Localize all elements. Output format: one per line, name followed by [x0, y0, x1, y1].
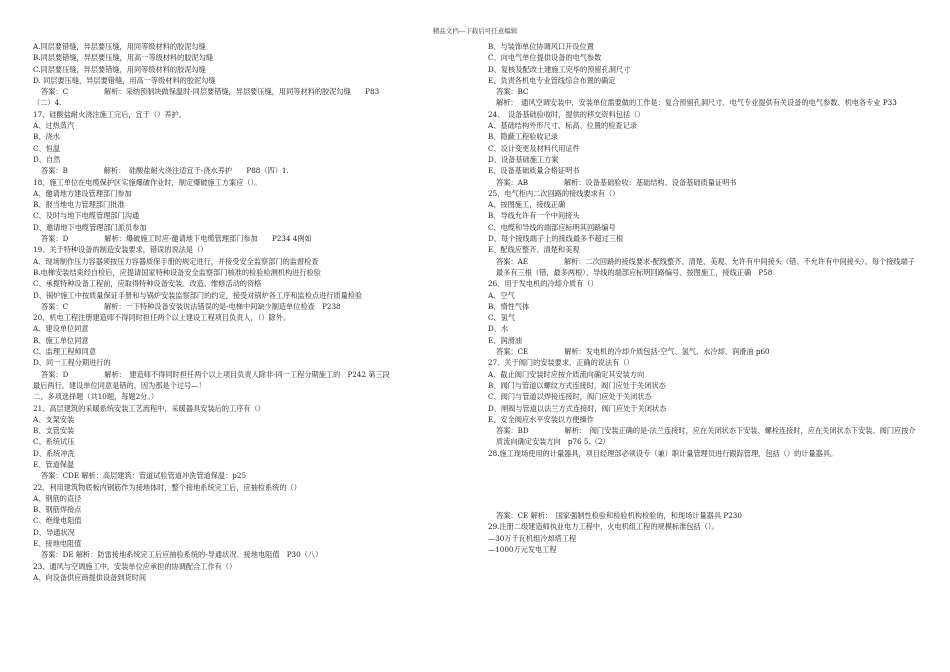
text-line: A、截止阀门安装时应按介质流向确定其安装方向 [488, 369, 645, 379]
answer-line: 答案：C 解析：一下特种设备安装说法错误的是-电梯中间缺少制造单位检查 P238 [41, 301, 341, 311]
text-line: 24、 设备基础验收时，提供的移交资料包括（） [488, 109, 645, 119]
text-line: 20、机电工程注册建造师不得同时担任两个以上建设工程项目负责人，（）除外。 [33, 313, 291, 323]
text-line: 二、多项选择题（共10题，每题2分。） [33, 392, 159, 402]
text-line: D、水 [488, 324, 509, 334]
text-line: E、管道保温 [33, 459, 75, 469]
text-line: 最后两行，建设单位同意是错的，因为那是个过号—！ [33, 380, 206, 390]
text-line: C、绝缘电阻值 [33, 516, 82, 526]
text-line: D、锅炉施工中按质量保证手册和与锅炉安装监察部门的约定，接受对锅炉各工序和监检点进行质量检验 [33, 290, 363, 300]
left-column [33, 41, 463, 583]
text-line: E、润滑油 [488, 335, 522, 345]
text-line: 28.施工现场使用的计量器具，项目经理部必须设专（兼）职计量管理员进行跟踪管理，包括（）的计量器具。 [488, 448, 838, 458]
text-line: B、与装饰单位协调风口开设位置 [488, 42, 594, 51]
text-line: 17、硅酸盐耐火浇注施工完后，宜于（）养护。 [33, 109, 186, 119]
text-line: B、阀门与管道以螺纹方式连接时，阀门应处于关闭状态 [488, 380, 666, 390]
text-line: —1000万元发电工程 [488, 544, 557, 554]
text-line: （二）4. [33, 98, 62, 108]
text-line: 25、电气柜内二次回路的接线要求有（） [488, 188, 620, 198]
text-line: B、施工单位同意 [33, 335, 89, 345]
text-line: 22、利用建筑物底板内钢筋作为接地体时，整个接地系统完工后，应抽检系统的（） [33, 482, 301, 492]
text-line: B、报当地电力管理部门批准 [33, 200, 125, 210]
answer-line: 答案：AB 解析：设备基础验收：基础结构、设备基础质量证明书 [496, 177, 737, 187]
answer-line: 答案：D 解析：爆破施工时应-邀请地下电缆管理部门参加 P234 4例如 [41, 234, 312, 244]
text-line: 27、关于阀门的安装要求，正确的说法有（） [488, 358, 634, 368]
text-line: B、支管安装 [33, 426, 75, 436]
text-line: B、浇水 [33, 132, 60, 142]
text-line: A、向设备供应商提供设备到货时间 [33, 572, 147, 582]
text-line: C、设计变更及材料代用证件 [488, 143, 580, 153]
text-line: A、按图施工，接线正确 [488, 200, 566, 210]
text-line: D、每个接线端子上的接线最多不超过三根 [488, 234, 624, 244]
text-line: D. 同层要压缝，异层要错缝，用高一等级材料的胶泥勾缝 [33, 75, 216, 85]
answer-line: 答案：CE 解析： 国家强制性检验和检验机构检验的，和现场计量器具 P230 [496, 510, 742, 520]
text-line: D、闸阀与管道以法兰方式连接时，阀门应处于关闭状态 [488, 403, 667, 413]
blank-space [488, 459, 918, 510]
answer-line: 答案：D 解析： 建造师不得同时担任两个以上项目负责人除非-同一工程分期施工的 P242 第三段 [41, 369, 390, 379]
text-line: 26、用于发电机的冷却介质有（） [488, 279, 598, 289]
answer-line: 解析： 通风空调安装中，安装单位需要做的工作是：复合预留孔洞尺寸、电气专业提供有关设备的电气参数、机电各专业 P33 [496, 98, 897, 108]
text-line: A、邀请地方建设管理部门参加 [33, 188, 132, 198]
text-line: A、钢筋的直径 [33, 493, 82, 503]
text-line: B、钢筋焊接点 [33, 505, 82, 515]
answer-line: 答案：AE 解析：二次回路的接线要求-配线整齐、清楚、美观、允许有中间接头（错、不允许有中间接头）、每个接线端子最多有三根（错，最多两根）、导线的端部应标明回路编号、按图施工，接线正确 P58 [496, 256, 915, 277]
text-line: E、负责各机电专业管线综合布置的确定 [488, 75, 616, 85]
text-line: 23、通风与空调施工中，安装单位应承担的协调配合工作有（） [33, 561, 237, 571]
text-line: D、邀请地下电缆管理部门派员参加 [33, 222, 147, 232]
text-line: E、设备基础质量合格证明书 [488, 166, 580, 176]
text-line: B、惰性气体 [488, 301, 530, 311]
answer-line: 答案：B 解析： 硅酸盐耐火浇注适宜于-浇水养护 P88（四）1. [41, 166, 289, 176]
text-line: B.电梯安装结束经自检后，应提请国家特种设备安全监察部门核准的检验检测机构进行检验 [33, 267, 321, 277]
text-line: 21、高层建筑的采暖系统安装工艺流程中，采暖器具安装后的工序有（） [33, 403, 265, 413]
answer-line: 答案：BD 解析： 阀门安装正确的是-法兰连接时，应在关闭状态下安装、螺栓连接时，应在关闭状态下安装、阀门应按介质流向确定安装方向 p76 5.（2） [496, 426, 916, 447]
text-line: B、隐蔽工程验收记录 [488, 132, 558, 142]
text-line: —30万千瓦机组冷却塔工程 [488, 533, 577, 543]
answer-line: 答案：DE 解析：防雷接地系统完工后应抽验系统的-导通状况、接地电阻值 P30（八） [41, 550, 323, 560]
answer-line: 答案：CE 解析：发电机的冷却介质包括-空气、氢气、水冷却、润滑油 p60 [496, 347, 770, 357]
text-line: C、电缆和导线的端部应标明其回路编号 [488, 222, 616, 232]
text-line: C、恒温 [33, 143, 61, 153]
text-line: 19、关于特种设备的制造安装要求，错误的说法是（） [33, 245, 208, 255]
text-line: A、支架安装 [33, 414, 75, 424]
text-line: D、系统冲洗 [33, 448, 75, 458]
text-line: D、自然 [33, 154, 61, 164]
text-line: A、建设单位同意 [33, 324, 89, 334]
text-line: A、空气 [488, 290, 515, 300]
text-line: C、阀门与管道以焊接连接时，阀门应处于关闭状态 [488, 392, 652, 402]
answer-line: 答案：C 解析：采纳预制块做保温时-同层要错缝，异层要压缝，用同等材料的胶泥勾缝 P83 [41, 87, 380, 97]
text-line: D、同一工程分期进行的 [33, 358, 111, 368]
text-line: C.同层要压缝，异层要错缝，用同等级材料的胶泥勾缝 [33, 64, 206, 74]
answer-line: 答案：CDE 解析：高层建筑：管道试验管道冲洗管道保温：p25 [41, 471, 247, 481]
text-line: D、复核及配改土建施工完毕的预留孔洞尺寸 [488, 64, 631, 74]
right-column [488, 41, 918, 555]
text-line: 18、施工单位在电缆保护区实施爆破作业时，制定爆破施工方案应（）。 [33, 177, 262, 187]
text-line: C、监理工程师同意 [33, 347, 97, 357]
text-line: B.同层要错缝，异层要压缝，用高一等级材料的胶泥勾缝 [33, 53, 214, 63]
text-line: E、接地电阻值 [33, 539, 82, 549]
text-line: C、承揽特种设备工程前，应取得特种设备安装、改造、维修活动的资格 [33, 279, 262, 289]
text-line: B、导线允许有一个中间接头 [488, 211, 580, 221]
text-line: E、配线应整齐、清楚和美观 [488, 245, 580, 255]
text-line: D、导通状况 [33, 527, 75, 537]
text-line: C、向电气单位提供设备的电气参数 [488, 53, 602, 63]
text-line: D、设备基础施工方案 [488, 154, 559, 164]
text-line: C、及时与地下电缆管理部门沟通 [33, 211, 140, 221]
text-line: 29.注册二级建造师执业电力工程中，火电机组工程的规模标准包括（）。 [488, 522, 719, 532]
text-line: A.同层要错缝，异层要压缝，用同等级材料的胶泥勾缝 [33, 42, 206, 51]
text-line: E、安全阀应水平安装以方便操作 [488, 414, 594, 424]
page-header: 精品文档---下载后可任意编辑 [432, 27, 518, 35]
answer-line: 答案：BC [496, 87, 529, 97]
text-line: C、氢气 [488, 313, 516, 323]
text-line: A、现场制作压力容器须按压力容器质保手册的规定进行，并接受安全监察部门的监督检查 [33, 256, 319, 266]
text-line: A、基础结构外形尺寸、标高、位置的检查记录 [488, 121, 637, 131]
text-line: A、过热蒸汽 [33, 121, 75, 131]
text-line: C、系统试压 [33, 437, 75, 447]
